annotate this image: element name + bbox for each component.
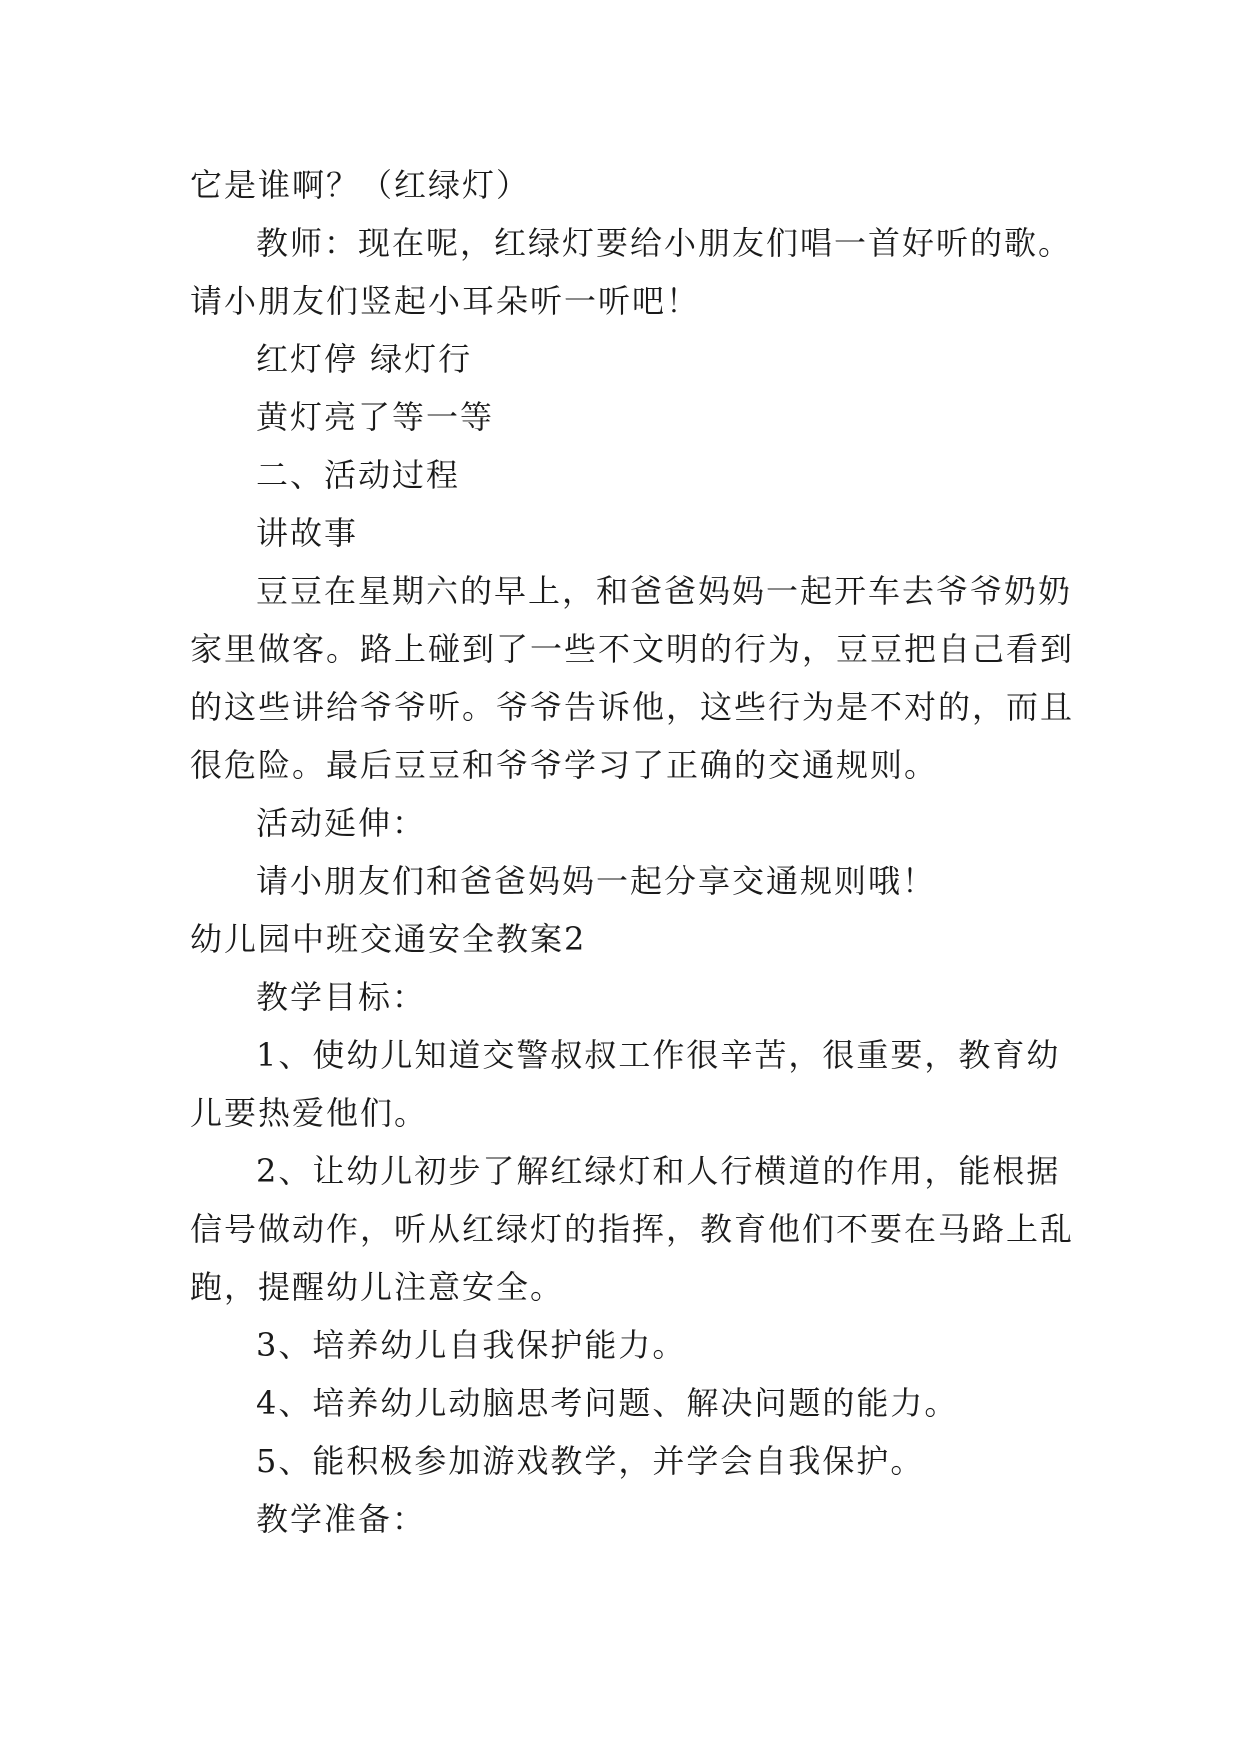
text-line: 家里做客。路上碰到了一些不文明的行为，豆豆把自己看到: [190, 630, 1075, 668]
text-line: 2、让幼儿初步了解红绿灯和人行横道的作用，能根据: [256, 1152, 1061, 1190]
text-line: 4、培养幼儿动脑思考问题、解决问题的能力。: [256, 1384, 959, 1422]
text-line: 请小朋友们和爸爸妈妈一起分享交通规则哦！: [256, 862, 937, 900]
document-title: 幼儿园中班交通安全教案2: [190, 920, 587, 958]
text-line: 跑，提醒幼儿注意安全。: [190, 1268, 565, 1306]
text-line: 黄灯亮了等一等: [256, 398, 495, 436]
text-line: 讲故事: [256, 514, 359, 552]
text-line: 活动延伸：: [256, 804, 427, 842]
text-line: 儿要热爱他们。: [190, 1094, 429, 1132]
text-line: 教学准备：: [256, 1500, 427, 1538]
text-line: 请小朋友们竖起小耳朵听一听吧！: [190, 282, 701, 320]
text-line: 豆豆在星期六的早上，和爸爸妈妈一起开车去爷爷奶奶: [256, 572, 1073, 610]
text-line: 教学目标：: [256, 978, 427, 1016]
text-line: 1、使幼儿知道交警叔叔工作很辛苦，很重要，教育幼: [256, 1036, 1061, 1074]
text-line: 5、能积极参加游戏教学，并学会自我保护。: [256, 1442, 925, 1480]
text-line: 很危险。最后豆豆和爷爷学习了正确的交通规则。: [190, 746, 939, 784]
text-line: 3、培养幼儿自我保护能力。: [256, 1326, 687, 1364]
section-heading: 二、活动过程: [256, 456, 461, 494]
text-line: 它是谁啊？（红绿灯）: [190, 166, 531, 204]
text-line: 信号做动作，听从红绿灯的指挥，教育他们不要在马路上乱: [190, 1210, 1075, 1248]
text-line: 的这些讲给爷爷听。爷爷告诉他，这些行为是不对的，而且: [190, 688, 1075, 726]
text-line: 教师：现在呢，红绿灯要给小朋友们唱一首好听的歌。: [256, 224, 1073, 262]
text-line: 红灯停 绿灯行: [256, 340, 473, 378]
